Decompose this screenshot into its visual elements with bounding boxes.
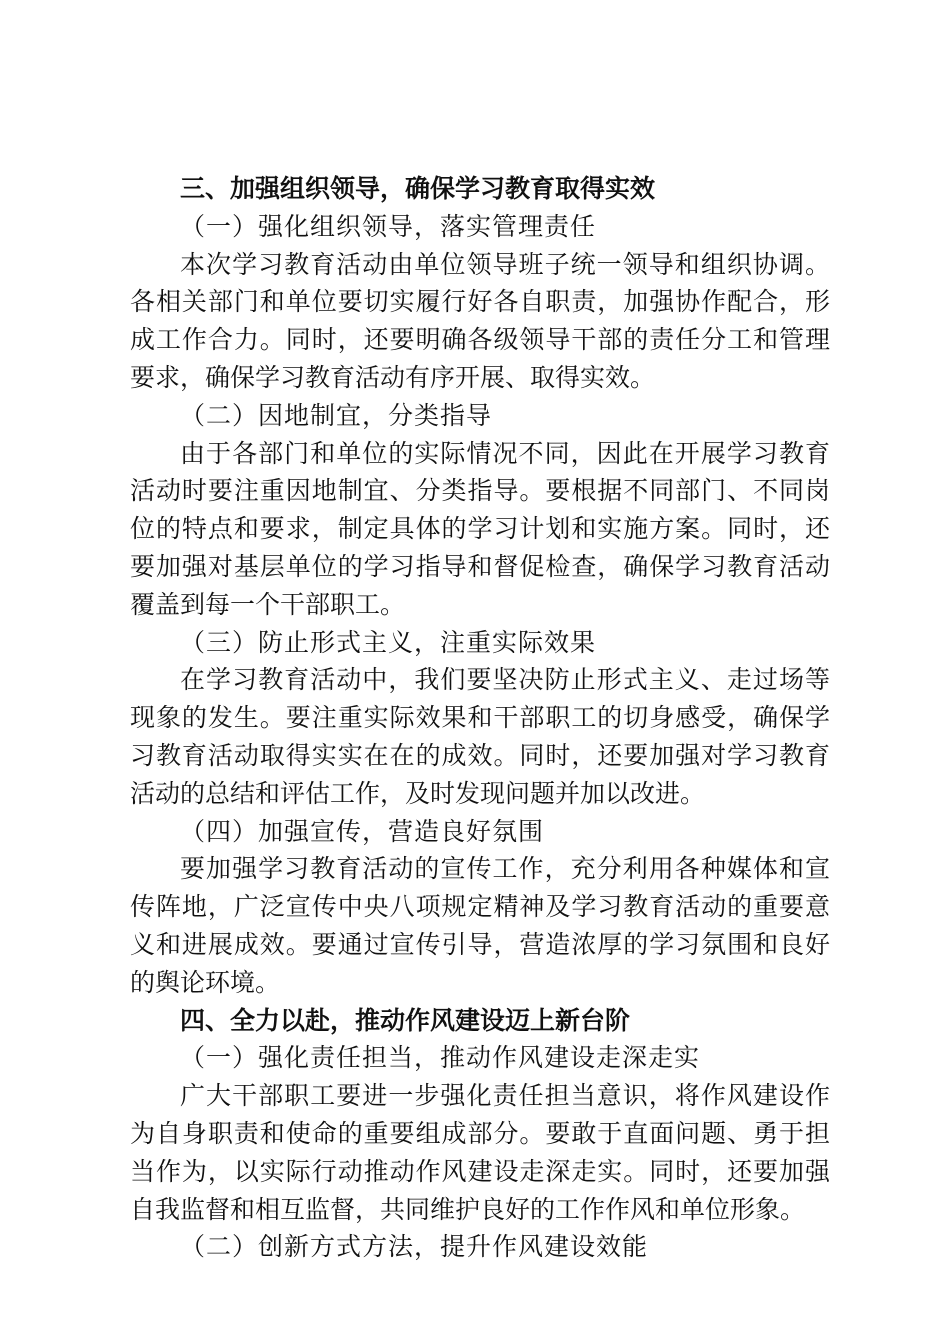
paragraph-line: 要加强学习教育活动的宣传工作，充分利用各种媒体和宣 — [180, 854, 830, 884]
subsection-heading: （二）创新方式方法，提升作风建设效能 — [180, 1232, 649, 1262]
paragraph-line: 成工作合力。同时，还要明确各级领导干部的责任分工和管理 — [130, 325, 830, 355]
paragraph-line: 广大干部职工要进一步强化责任担当意识，将作风建设作 — [180, 1081, 830, 1111]
section-heading: 三、加强组织领导，确保学习教育取得实效 — [180, 174, 656, 203]
paragraph-line: 要加强对基层单位的学习指导和督促检查，确保学习教育活动 — [130, 551, 830, 581]
paragraph-line: 在学习教育活动中，我们要坚决防止形式主义、走过场等 — [180, 665, 830, 695]
subsection-heading: （三）防止形式主义，注重实际效果 — [180, 627, 597, 657]
paragraph-line: 活动时要注重因地制宜、分类指导。要根据不同部门、不同岗 — [130, 476, 830, 506]
paragraph-line: 义和进展成效。要通过宣传引导，营造浓厚的学习氛围和良好 — [130, 929, 830, 959]
paragraph-line: 各相关部门和单位要切实履行好各自职责，加强协作配合，形 — [130, 287, 830, 317]
subsection-heading: （一）强化组织领导，落实管理责任 — [180, 211, 597, 241]
paragraph-line: 传阵地，广泛宣传中央八项规定精神及学习教育活动的重要意 — [130, 892, 830, 922]
paragraph-line: 习教育活动取得实实在在的成效。同时，还要加强对学习教育 — [130, 740, 830, 770]
section-heading: 四、全力以赴，推动作风建设迈上新台阶 — [180, 1005, 631, 1035]
paragraph-line: 自我监督和相互监督，共同维护良好的工作作风和单位形象。 — [130, 1194, 806, 1224]
document-body — [130, 170, 830, 1266]
subsection-heading: （一）强化责任担当，推动作风建设走深走实 — [180, 1043, 701, 1073]
paragraph-line: 活动的总结和评估工作，及时发现问题并加以改进。 — [130, 778, 706, 808]
paragraph-line: 当作为，以实际行动推动作风建设走深走实。同时，还要加强 — [130, 1156, 830, 1186]
paragraph-line: 位的特点和要求，制定具体的学习计划和实施方案。同时，还 — [130, 514, 830, 544]
subsection-heading: （四）加强宣传，营造良好氛围 — [180, 816, 545, 846]
subsection-heading: （二）因地制宜，分类指导 — [180, 400, 493, 430]
paragraph-line: 由于各部门和单位的实际情况不同，因此在开展学习教育 — [180, 438, 830, 468]
paragraph-line: 本次学习教育活动由单位领导班子统一领导和组织协调。 — [180, 249, 830, 279]
paragraph-line: 为自身职责和使命的重要组成部分。要敢于直面问题、勇于担 — [130, 1118, 830, 1148]
paragraph-line: 现象的发生。要注重实际效果和干部职工的切身感受，确保学 — [130, 703, 830, 733]
paragraph-line: 要求，确保学习教育活动有序开展、取得实效。 — [130, 362, 656, 392]
paragraph-line: 的舆论环境。 — [130, 967, 281, 997]
paragraph-line: 覆盖到每一个干部职工。 — [130, 589, 406, 619]
